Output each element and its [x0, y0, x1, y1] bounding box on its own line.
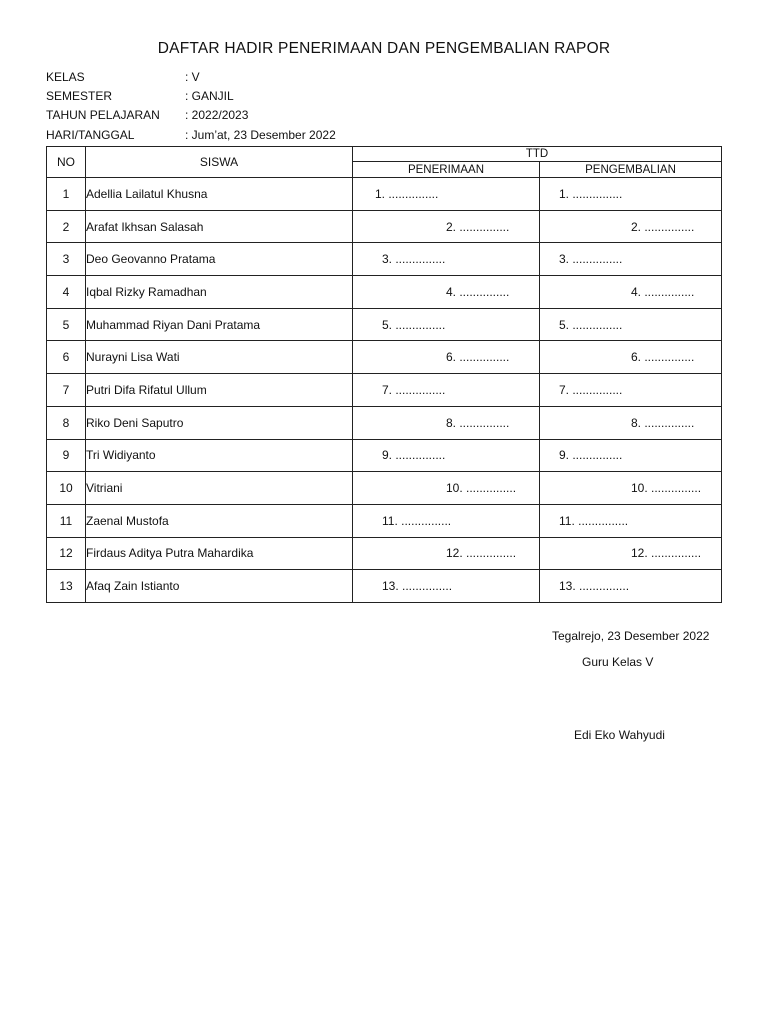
- row-number: 13: [47, 570, 86, 603]
- signature-line: 4. ...............: [446, 284, 510, 299]
- signature-penerimaan: [353, 243, 540, 276]
- student-name: Firdaus Aditya Putra Mahardika: [86, 537, 353, 570]
- info-value: : GANJIL: [185, 89, 234, 103]
- document-title: DAFTAR HADIR PENERIMAAN DAN PENGEMBALIAN RAPOR: [157, 40, 611, 57]
- row-number: 3: [47, 243, 86, 276]
- signature-line: 6. ...............: [446, 350, 510, 365]
- signature-penerimaan: [353, 210, 540, 243]
- table-row: [47, 570, 722, 603]
- signature-pengembalian: [540, 276, 722, 309]
- row-number: 4: [47, 276, 86, 309]
- closing-place-date: Tegalrejo, 23 Desember 2022: [552, 629, 710, 643]
- student-name: Adellia Lailatul Khusna: [86, 178, 353, 211]
- table-row: [47, 243, 722, 276]
- student-name: Riko Deni Saputro: [86, 406, 353, 439]
- signature-pengembalian: [540, 243, 722, 276]
- info-value: : 2022/2023: [185, 108, 249, 122]
- row-number: 7: [47, 374, 86, 407]
- info-label: KELAS: [46, 70, 85, 84]
- signature-penerimaan: [353, 406, 540, 439]
- signature-line: 5. ...............: [559, 317, 623, 332]
- signature-line: 11. ...............: [559, 513, 629, 528]
- row-number: 1: [47, 178, 86, 211]
- student-name: Afaq Zain Istianto: [86, 570, 353, 603]
- table-row: [47, 341, 722, 374]
- signature-pengembalian: [540, 178, 722, 211]
- info-label: HARI/TANGGAL: [46, 128, 135, 142]
- signature-line: 8. ...............: [446, 415, 510, 430]
- row-number: 12: [47, 537, 86, 570]
- signature-pengembalian: [540, 439, 722, 472]
- table-row: [47, 537, 722, 570]
- signature-penerimaan: [353, 472, 540, 505]
- row-number: 5: [47, 308, 86, 341]
- signature-penerimaan: [353, 570, 540, 603]
- table-row: [47, 406, 722, 439]
- signature-pengembalian: [540, 341, 722, 374]
- signature-pengembalian: [540, 472, 722, 505]
- attendance-table: [46, 146, 722, 603]
- signature-line: 7. ...............: [559, 382, 623, 397]
- table-row: [47, 276, 722, 309]
- info-value: : Jum’at, 23 Desember 2022: [185, 128, 336, 142]
- signature-line: 10. ...............: [631, 481, 702, 496]
- student-name: Arafat Ikhsan Salasah: [86, 210, 353, 243]
- student-name: Putri Difa Rifatul Ullum: [86, 374, 353, 407]
- signature-penerimaan: [353, 308, 540, 341]
- header-no: NO: [47, 147, 86, 178]
- student-name: Muhammad Riyan Dani Pratama: [86, 308, 353, 341]
- signature-pengembalian: [540, 308, 722, 341]
- student-name: Iqbal Rizky Ramadhan: [86, 276, 353, 309]
- signature-line: 2. ...............: [631, 219, 695, 234]
- signature-pengembalian: [540, 406, 722, 439]
- signature-line: 7. ...............: [382, 382, 446, 397]
- signature-line: 10. ...............: [446, 481, 517, 496]
- signature-pengembalian: [540, 570, 722, 603]
- signature-line: 1. ...............: [559, 186, 623, 201]
- row-number: 9: [47, 439, 86, 472]
- row-number: 6: [47, 341, 86, 374]
- signature-line: 2. ...............: [446, 219, 510, 234]
- signature-penerimaan: [353, 178, 540, 211]
- table-row: [47, 308, 722, 341]
- signature-line: 9. ...............: [559, 448, 623, 463]
- signature-line: 5. ...............: [382, 317, 446, 332]
- student-name: Nurayni Lisa Wati: [86, 341, 353, 374]
- table-row: [47, 439, 722, 472]
- signature-pengembalian: [540, 210, 722, 243]
- table-row: [47, 504, 722, 537]
- signature-line: 6. ...............: [631, 350, 695, 365]
- signature-penerimaan: [353, 537, 540, 570]
- signature-line: 4. ...............: [631, 284, 695, 299]
- info-value: : V: [185, 70, 200, 84]
- header-ttd: TTD: [353, 147, 722, 162]
- signature-penerimaan: [353, 341, 540, 374]
- signature-line: 13. ...............: [559, 579, 630, 594]
- signature-penerimaan: [353, 276, 540, 309]
- row-number: 10: [47, 472, 86, 505]
- signature-line: 1. ...............: [375, 186, 439, 201]
- signature-line: 3. ...............: [559, 252, 623, 267]
- signature-line: 13. ...............: [382, 579, 453, 594]
- table-row: [47, 210, 722, 243]
- signature-penerimaan: [353, 504, 540, 537]
- row-number: 2: [47, 210, 86, 243]
- closing-role: Guru Kelas V: [582, 655, 654, 669]
- signature-line: 8. ...............: [631, 415, 695, 430]
- signature-pengembalian: [540, 374, 722, 407]
- signature-line: 11. ...............: [382, 513, 452, 528]
- signature-penerimaan: [353, 374, 540, 407]
- row-number: 8: [47, 406, 86, 439]
- header-pengembalian: PENGEMBALIAN: [540, 162, 722, 178]
- closing-signatory-name: Edi Eko Wahyudi: [574, 728, 665, 742]
- signature-pengembalian: [540, 504, 722, 537]
- signature-line: 9. ...............: [382, 448, 446, 463]
- student-name: Deo Geovanno Pratama: [86, 243, 353, 276]
- signature-line: 12. ...............: [631, 546, 702, 561]
- table-row: [47, 472, 722, 505]
- header-penerimaan: PENERIMAAN: [353, 162, 540, 178]
- signature-line: 3. ...............: [382, 252, 446, 267]
- student-name: Tri Widiyanto: [86, 439, 353, 472]
- signature-pengembalian: [540, 537, 722, 570]
- student-name: Vitriani: [86, 472, 353, 505]
- info-label: SEMESTER: [46, 89, 113, 103]
- table-row: [47, 374, 722, 407]
- signature-line: 12. ...............: [446, 546, 517, 561]
- table-row: [47, 178, 722, 211]
- student-name: Zaenal Mustofa: [86, 504, 353, 537]
- row-number: 11: [47, 504, 86, 537]
- header-siswa: SISWA: [86, 147, 353, 178]
- info-label: TAHUN PELAJARAN: [46, 108, 160, 122]
- signature-penerimaan: [353, 439, 540, 472]
